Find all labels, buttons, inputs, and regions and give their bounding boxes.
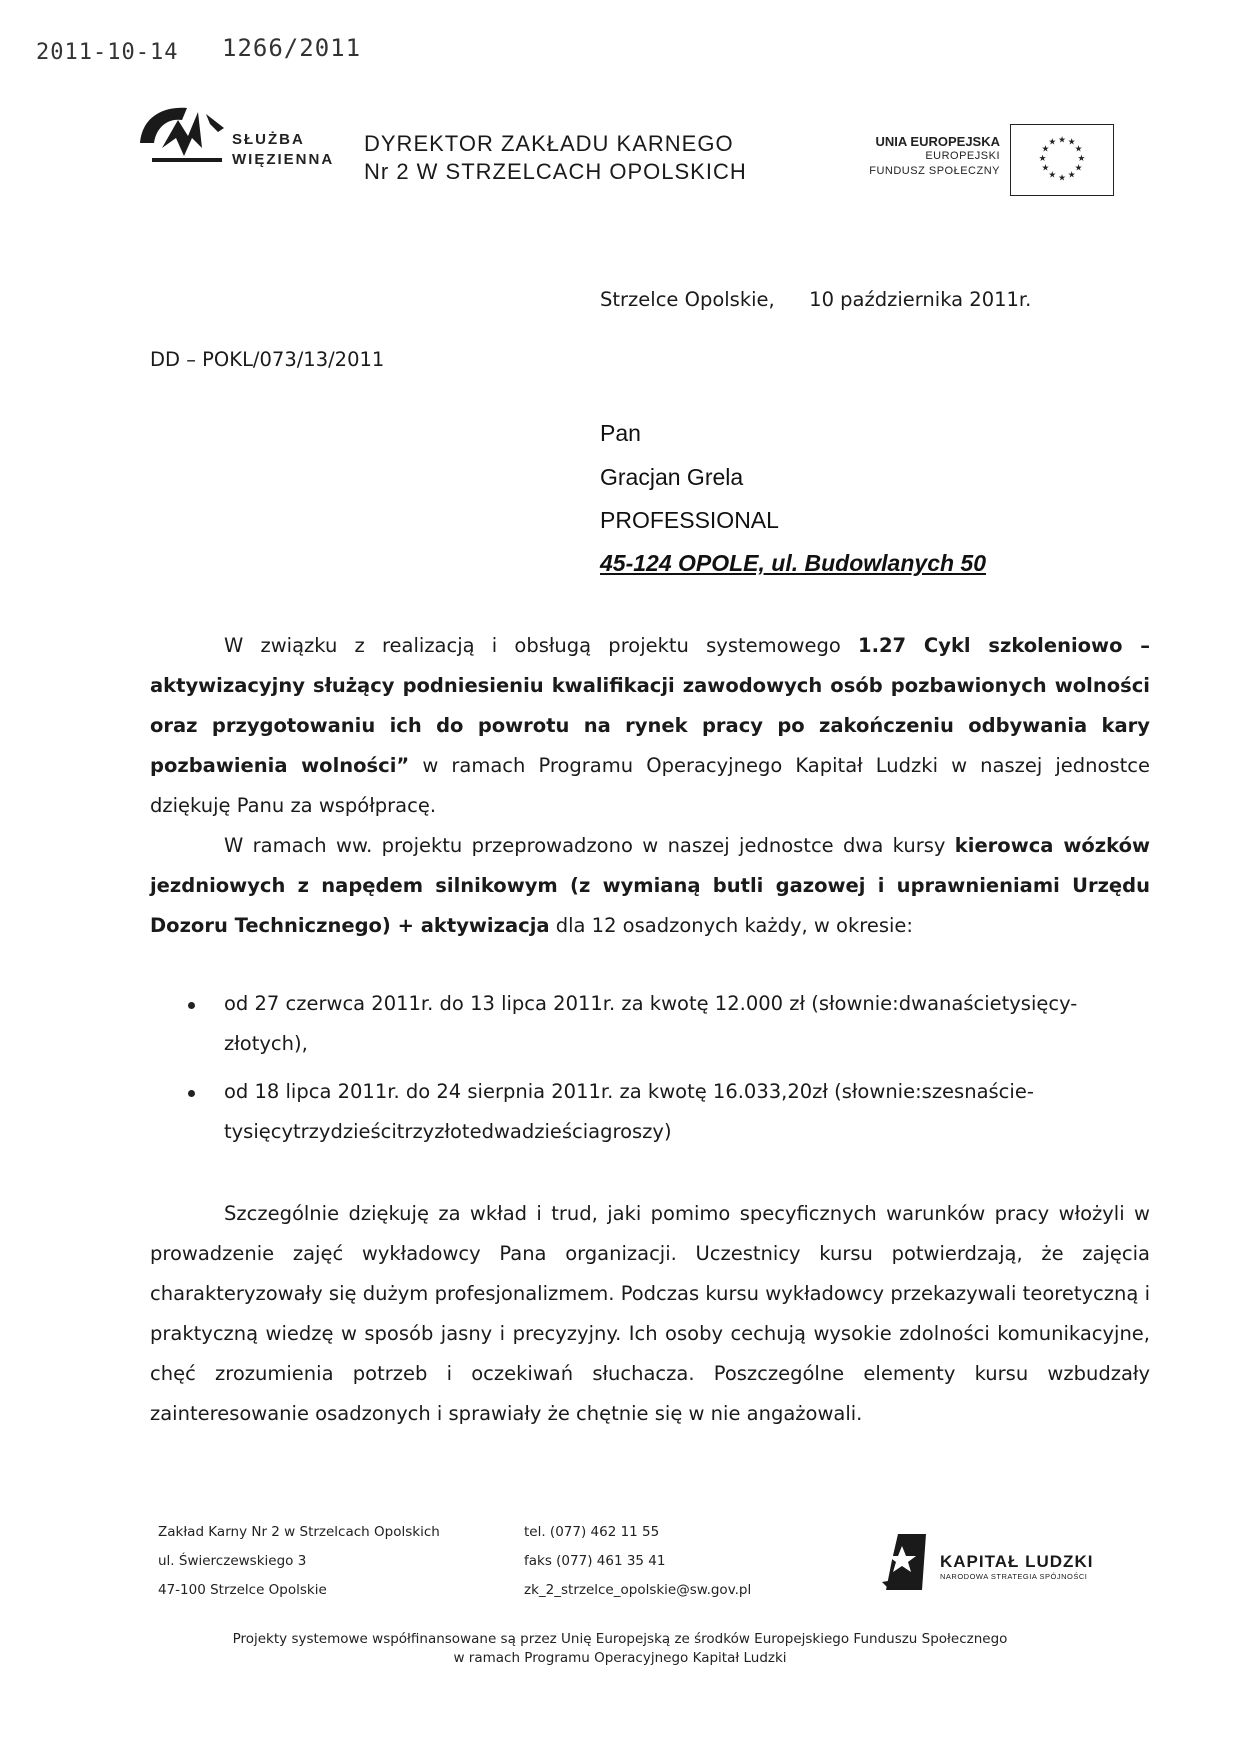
bullet-2-line-2: tysięcytrzydzieścitrzyzłotedwadzieściagroszy) — [224, 1120, 672, 1143]
svg-text:★: ★ — [1048, 170, 1057, 181]
footer-fax: faks (077) 461 35 41 — [524, 1553, 666, 1569]
issuer-title — [364, 130, 747, 186]
institution-line-1: SŁUŻBA — [232, 131, 305, 148]
course-name: kierowca wózków jezdniowych z napędem silnikowym (z wymianą butli gazowej i uprawnieniami Urzędu Dozoru Technicznego) + aktywizacja — [150, 834, 1150, 937]
cofinancing-line-1: Projekty systemowe współfinansowane są przez Unię Europejską ze środków Europejskiego Funduszu Społecznego — [232, 1631, 1008, 1647]
footer-address-line-2: ul. Świerczewskiego 3 — [158, 1553, 307, 1569]
footer-address-line-3: 47-100 Strzelce Opolskie — [158, 1582, 327, 1598]
svg-text:★: ★ — [1067, 170, 1076, 181]
bullet-item — [224, 1072, 1164, 1152]
footer-email[interactable]: zk_2_strzelce_opolskie@sw.gov.pl — [524, 1582, 752, 1598]
eu-fund-label — [820, 134, 1000, 179]
svg-text:★: ★ — [1074, 163, 1083, 174]
kapital-ludzki-logo-icon — [880, 1530, 930, 1594]
kapital-ludzki-title: KAPITAŁ LUDZKI — [940, 1552, 1094, 1571]
svg-text:★: ★ — [1067, 137, 1076, 148]
recipient-name: Gracjan Grela — [600, 464, 744, 490]
recipient-salutation: Pan — [600, 420, 641, 446]
cofinancing-line-2: w ramach Programu Operacyjnego Kapitał Ludzki — [453, 1650, 787, 1666]
footer-contact — [524, 1518, 751, 1605]
eu-flag — [1010, 124, 1114, 196]
paragraph-3: Szczególnie dziękuję za wkład i trud, jaki pomimo specyficznych warunków pracy włożyli w prowadzenie zajęć wykładowcy Pana organizacji. Uczestnicy kursu potwierdzają, że zajęcia charakteryzowały się dużym profesjonalizmem. Podczas kursu wykładowcy przekazywali teoretyczną i praktyczną wiedzę w sposób jasny i precyzyjny. Ich osoby cechują wysokie zdolności komunikacyjne, chęć zrozumienia potrzeb i oczekiwań słuchacza. Poszczególne elementy kursu wzbudzały zainteresowanie osadzonych i sprawiały że chętnie się w nie angażowali. — [150, 1202, 1150, 1425]
para2-outro: dla 12 osadzonych każdy, w okresie: — [549, 914, 913, 937]
svg-text:★: ★ — [1041, 144, 1050, 155]
footer-address-line-1: Zakład Karny Nr 2 w Strzelcach Opolskich — [158, 1524, 440, 1540]
footer-phone: tel. (077) 462 11 55 — [524, 1524, 660, 1540]
para1-intro: W związku z realizacją i obsługą projektu systemowego — [224, 634, 859, 657]
place: Strzelce Opolskie, — [600, 288, 775, 311]
svg-text:★: ★ — [1041, 163, 1050, 174]
svg-text:★: ★ — [1077, 153, 1086, 164]
institution-line-2: WIĘZIENNA — [232, 151, 335, 168]
kapital-ludzki-subtitle: NARODOWA STRATEGIA SPÓJNOŚCI — [940, 1572, 1088, 1581]
svg-text:★: ★ — [1074, 144, 1083, 155]
project-title: 1.27 Cykl szkoleniowo – aktywizacyjny służący podniesieniu kwalifikacji zawodowych osób pozbawionych wolności oraz przygotowaniu ich do powrotu na rynek pracy po zakończeniu odbywania kary pozbawienia wolności” — [150, 634, 1151, 777]
bullet-marker — [188, 1090, 195, 1097]
bullet-1-line-2: złotych), — [224, 1032, 308, 1055]
eu-line-1: UNIA EUROPEJSKA — [875, 134, 1000, 149]
eu-line-3: FUNDUSZ SPOŁECZNY — [869, 165, 1000, 177]
svg-text:★: ★ — [1058, 173, 1066, 184]
reference-number: DD – POKL/073/13/2011 — [150, 348, 385, 371]
issuer-title-line-1: DYREKTOR ZAKŁADU KARNEGO — [364, 131, 734, 156]
svg-text:★: ★ — [1058, 135, 1066, 146]
paragraph-1 — [150, 626, 1150, 826]
recipient-company: PROFESSIONAL — [600, 507, 779, 533]
registry-number-handwritten: 1266/2011 — [222, 34, 362, 62]
date: 10 października 2011r. — [809, 288, 1032, 311]
issuer-title-line-2: Nr 2 W STRZELCACH OPOLSKICH — [364, 159, 747, 184]
bullet-item — [224, 984, 1164, 1064]
cofinancing-note — [130, 1630, 1110, 1668]
bullet-2-line-1: od 18 lipca 2011r. do 24 sierpnia 2011r. za kwotę 16.033,20zł (słownie:szesnaście- — [224, 1080, 1034, 1103]
svg-text:★: ★ — [1038, 153, 1047, 164]
bullet-marker — [188, 1002, 195, 1009]
bullet-1-line-1: od 27 czerwca 2011r. do 13 lipca 2011r. za kwotę 12.000 zł (słownie:dwanaścietysięcy- — [224, 992, 1078, 1015]
recipient-address: 45-124 OPOLE, ul. Budowlanych 50 — [600, 550, 987, 576]
place-date — [600, 280, 1031, 320]
sluzba-wiezienna-emblem-icon — [132, 98, 232, 178]
received-date-stamp: 2011-10-14 — [36, 40, 179, 65]
footer-address — [158, 1518, 440, 1605]
eu-stars-icon — [1011, 125, 1113, 195]
institution-name — [232, 130, 334, 170]
kapital-ludzki-text — [940, 1552, 1093, 1581]
para1-outro: w ramach Programu Operacyjnego Kapitał Ludzki w naszej jednostce dziękuję Panu za współpracę. — [150, 754, 1150, 817]
paragraph-2 — [150, 826, 1150, 946]
para2-intro: W ramach ww. projektu przeprowadzono w naszej jednostce dwa kursy — [224, 834, 955, 857]
svg-text:★: ★ — [1048, 137, 1057, 148]
eu-line-2: EUROPEJSKI — [925, 150, 1000, 162]
